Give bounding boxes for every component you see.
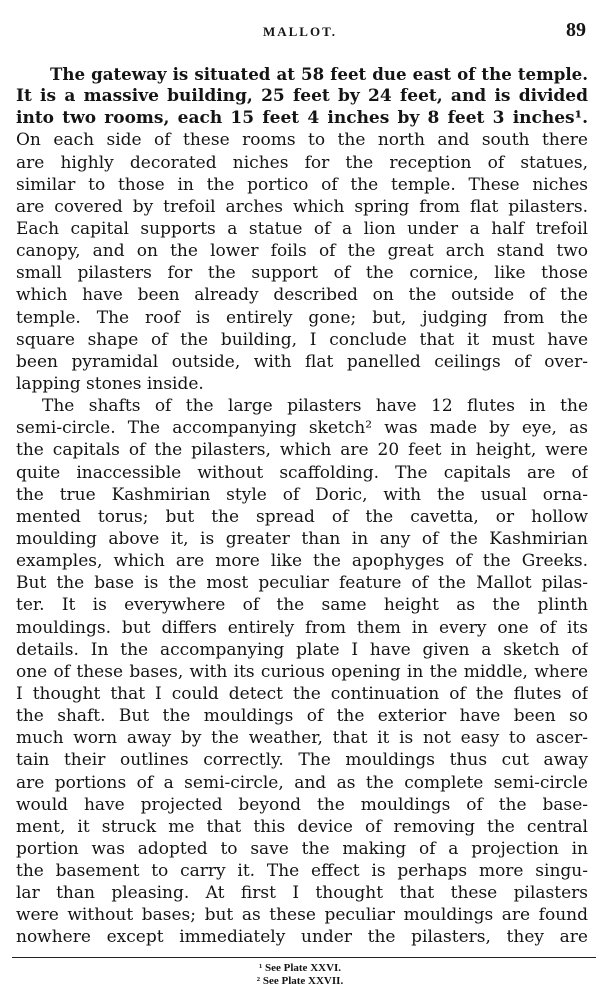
text-line: The gateway is situated at 58 feet due east of the temple. [50, 64, 588, 84]
running-title: MALLOT. [262, 24, 338, 39]
text-line: would have projected beyond the mouldings of the base- [16, 794, 588, 815]
text-line: which have been already described on the outside of the [16, 285, 588, 306]
page-number: 89 [566, 19, 586, 41]
text-line: been pyramidal outside, with flat panelled ceilings of over- [16, 351, 588, 372]
text-line: semi-circle. The accompanying sketch² was made by eye, as [16, 418, 588, 439]
text-line: one of these bases, with its curious opening in the middle, where [16, 661, 588, 682]
paragraph-1 [16, 63, 588, 395]
text-line: square shape of the building, I conclude that it must have [16, 329, 588, 350]
text-line: But the base is the most peculiar feature of the Mallot pilas- [16, 573, 588, 594]
text-line: moulding above it, is greater than in any of the Kashmirian [16, 528, 588, 549]
text-line: nowhere except immediately under the pilasters, they are [16, 927, 588, 948]
text-line: ter. It is everywhere of the same height as the plinth [16, 595, 588, 616]
text-line: were without bases; but as these peculiar mouldings are found [16, 905, 588, 926]
paragraph-2 [16, 395, 588, 949]
text-line: the basement to carry it. The effect is perhaps more singu- [16, 861, 588, 882]
footnotes [0, 962, 600, 988]
text-line: lar than pleasing. At first I thought that these pilasters [16, 883, 588, 904]
text-line: the shaft. But the mouldings of the exterior have been so [16, 706, 588, 727]
text-line: similar to those in the portico of the temple. These niches [16, 174, 588, 195]
text-line: temple. The roof is entirely gone; but, judging from the [16, 307, 588, 328]
footnote-2: ² See Plate XXVII. [256, 975, 344, 987]
text-line: On each side of these rooms to the north and south there [16, 130, 588, 151]
text-line: details. In the accompanying plate I have given a sketch of [16, 639, 588, 660]
text-line: tain their outlines correctly. The mouldings thus cut away [16, 750, 588, 771]
text-line: portion was adopted to save the making of a projection in [16, 838, 588, 859]
text-line: small pilasters for the support of the cornice, like those [16, 263, 588, 284]
text-line: mented torus; but the spread of the cavetta, or hollow [16, 506, 588, 527]
footnote-1: ¹ See Plate XXVI. [258, 962, 342, 974]
footnote-divider [12, 957, 596, 958]
text-line: the capitals of the pilasters, which are 20 feet in height, were [16, 440, 588, 461]
text-line: much worn away by the weather, that it is not easy to ascer- [16, 728, 588, 749]
text-line: are highly decorated niches for the reception of statues, [16, 152, 588, 173]
text-line: are covered by trefoil arches which spring from flat pilasters. [16, 196, 588, 217]
text-line: are portions of a semi-circle, and as the complete semi-circle [16, 772, 588, 793]
text-line: The shafts of the large pilasters have 12 flutes in the [42, 396, 588, 417]
body-text [16, 63, 588, 949]
text-line: Each capital supports a statue of a lion under a half trefoil [16, 218, 588, 239]
text-line: into two rooms, each 15 feet 4 inches by 8 feet 3 inches¹. [16, 108, 588, 129]
text-line: lapping stones inside. [16, 373, 204, 394]
text-line: examples, which are more like the apophyges of the Greeks. [16, 551, 588, 572]
text-line: quite inaccessible without scaffolding. The capitals are of [16, 462, 588, 483]
text-line: canopy, and on the lower foils of the great arch stand two [16, 241, 588, 262]
text-line: It is a massive building, 25 feet by 24 feet, and is divided [16, 86, 588, 107]
text-line: I thought that I could detect the continuation of the flutes of [16, 683, 588, 704]
text-line: ment, it struck me that this device of removing the central [16, 816, 588, 837]
text-line: the true Kashmirian style of Doric, with the usual orna- [16, 484, 588, 505]
text-line: mouldings. but differs entirely from them in every one of its [16, 617, 588, 638]
